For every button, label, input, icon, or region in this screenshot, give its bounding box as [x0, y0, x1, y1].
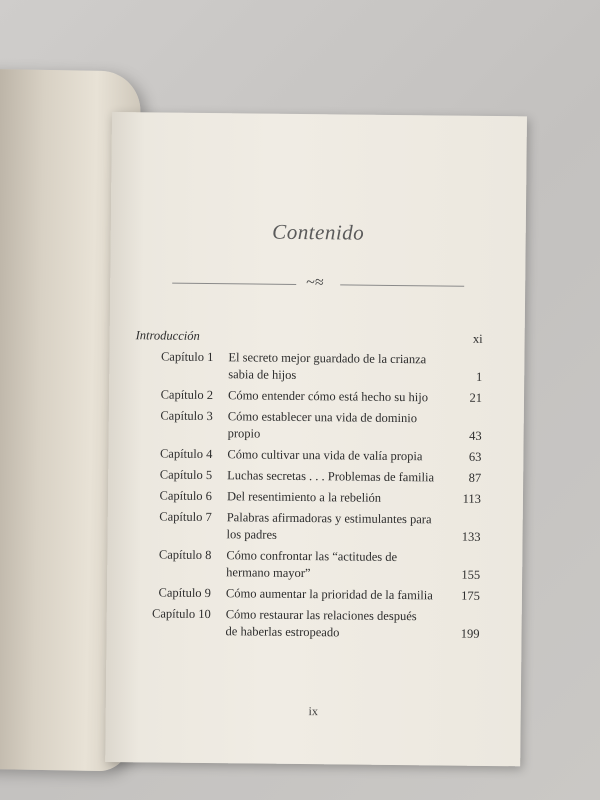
toc-chapter-title: Cómo aumentar la prioridad de la familia — [225, 586, 433, 603]
toc-row — [145, 584, 480, 605]
toc-row — [147, 424, 482, 445]
toc-chapter-title: propio — [227, 426, 261, 441]
toc-page-number: xi — [472, 331, 483, 346]
toc-page-number: 1 — [475, 369, 483, 384]
toc-row — [147, 386, 482, 407]
toc-page-number — [444, 609, 480, 626]
page-title: Contenido — [272, 219, 365, 245]
toc-page-number: 21 — [469, 390, 483, 405]
toc-chapter-label: Capítulo 4 — [159, 446, 213, 462]
page-number: ix — [308, 704, 318, 719]
toc-chapter-title: Palabras afirmadoras y estimulantes para — [226, 510, 432, 527]
toc-chapter-label: Capítulo 3 — [160, 408, 213, 424]
divider-line-left — [172, 283, 296, 285]
toc-chapter-label: Capítulo 5 — [159, 467, 213, 483]
toc-chapter-title: Luchas secretas . . . Problemas de familia — [227, 468, 435, 485]
toc-chapter-title: los padres — [226, 527, 277, 542]
toc-page-number: 113 — [462, 491, 482, 506]
toc-chapter-title: hermano mayor” — [226, 565, 311, 581]
toc-chapter-title: El secreto mejor guardado de la crianza — [228, 350, 427, 367]
toc-chapter-label: Introducción — [135, 328, 200, 343]
toc-page-number: 175 — [461, 588, 481, 603]
toc-chapter-label: Capítulo 8 — [158, 547, 212, 563]
toc-chapter-label: Capítulo 9 — [158, 585, 212, 601]
toc-page-number: 63 — [468, 449, 482, 464]
toc-page-number: 87 — [468, 470, 482, 485]
toc-page-number: 43 — [469, 428, 482, 443]
toc-chapter-title — [214, 328, 447, 347]
swirl-icon: ~≈ — [306, 274, 324, 292]
toc-row — [145, 563, 480, 584]
divider-line-right — [340, 284, 464, 286]
toc-chapter-label: Capítulo 6 — [159, 488, 213, 504]
ornament-divider — [172, 275, 464, 292]
toc-chapter-label: Capítulo 7 — [159, 509, 212, 525]
toc-page-number — [445, 512, 481, 529]
toc-row — [146, 445, 481, 466]
toc-chapter-title: Cómo cultivar una vida de valía propia — [227, 447, 423, 464]
toc-chapter-title: Cómo confrontar las “actitudes de — [226, 548, 398, 565]
toc-row — [146, 487, 481, 508]
toc-page-number: 155 — [461, 567, 481, 582]
toc-chapter-label: Capítulo 2 — [160, 387, 214, 403]
toc-chapter-label: Capítulo 1 — [160, 349, 214, 365]
toc-page-number: 133 — [461, 529, 481, 544]
toc-row — [146, 466, 481, 487]
toc-chapter-title: Cómo restaurar las relaciones después — [225, 607, 417, 624]
toc-row — [145, 525, 480, 546]
toc-page-number — [446, 411, 482, 428]
toc-chapter-title: de haberlas estropeado — [225, 624, 340, 640]
toc-row — [135, 327, 483, 348]
toc-page-number — [446, 352, 482, 369]
toc-page-number: 199 — [460, 626, 480, 641]
toc-chapter-title: Cómo establecer una vida de dominio — [227, 409, 418, 426]
toc-chapter-title: sabia de hijos — [228, 367, 297, 382]
book-page — [105, 112, 527, 766]
toc-row — [147, 365, 482, 386]
toc-page-number — [444, 550, 480, 567]
toc-chapter-title: Del resentimiento a la rebelión — [226, 489, 382, 505]
toc-chapter-title: Cómo entender cómo está hecho su hijo — [227, 388, 429, 405]
table-of-contents — [135, 327, 483, 646]
toc-chapter-label: Capítulo 10 — [151, 606, 211, 622]
toc-row — [144, 622, 479, 643]
